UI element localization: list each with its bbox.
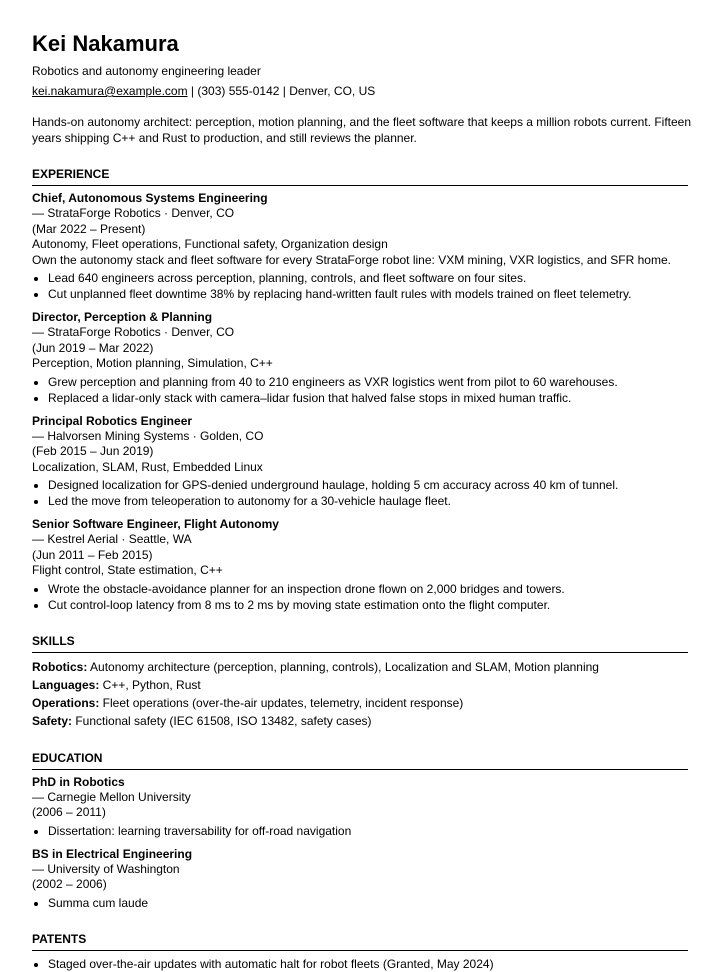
degree: PhD in Robotics [32,774,125,789]
degree: BS in Electrical Engineering [32,846,193,861]
skill-label: Languages: [32,677,100,692]
skill-label: Robotics: [32,659,88,674]
education-dates: (2002 – 2006) [32,877,107,891]
job-title: Chief, Autonomous Systems Engineering [32,191,268,205]
job-dates: (Jun 2011 – Feb 2015) [32,547,153,562]
job-title: Director, Perception & Planning [32,310,213,324]
headline: Robotics and autonomy engineering leader [32,64,261,78]
job-tags: Localization, SLAM, Rust, Embedded Linux [32,459,263,474]
job-tags: Perception, Motion planning, Simulation, C++ [32,356,273,370]
bullet-item: • Dissertation: learning traversability for off-road navigation [48,823,704,839]
patents-list [32,956,704,972]
experience-entry [32,191,704,302]
job-dates: (Feb 2015 – Jun 2019) [32,444,154,458]
job-org: — Kestrel Aerial · Seattle, WA [32,532,192,546]
education-entry [32,847,704,911]
education-dates: (2006 – 2011) [32,805,106,819]
skill-row [32,658,704,676]
job-dates: (Jun 2019 – Mar 2022) [32,340,154,355]
job-title: Principal Robotics Engineer [32,413,193,428]
skill-value: Fleet operations (over-the-air updates, telemetry, incident response) [99,695,464,710]
contact-line [32,83,704,100]
resume-header [32,30,704,100]
skill-label: Safety: [32,713,73,728]
skill-value: Functional safety (IEC 61508, ISO 13482, safety cases) [72,713,372,728]
contact-details: | (303) 555-0142 | Denver, CO, US [187,84,376,98]
bullet-item: • Summa cum laude [48,895,704,911]
bullet-item: • Grew perception and planning from 40 to 210 engineers as VXR logistics went from pilot to 60 warehouses. [48,374,704,390]
bullet-item: • Cut control-loop latency from 8 ms to 2 ms by moving state estimation onto the flight computer. [48,597,704,613]
bullet-item: • Wrote the obstacle-avoidance planner for an inspection drone flown on 2,000 bridges and towers. [48,581,704,597]
job-dates: (Mar 2022 – Present) [32,221,146,236]
bullet-item: • Led the move from teleoperation to autonomy for a 30-vehicle haulage fleet. [48,493,704,509]
patent-item: • Staged over-the-air updates with automatic halt for robot fleets (Granted, May 2024) [48,956,704,972]
job-title: Senior Software Engineer, Flight Autonomy [32,517,279,531]
job-bullets [32,270,704,302]
skill-value: C++, Python, Rust [99,677,201,692]
experience-entry [32,310,704,406]
skill-row [32,712,704,730]
patents-heading: PATENTS [32,931,688,951]
email-link[interactable]: kei.nakamura@example.com [32,84,188,98]
job-org: — Halvorsen Mining Systems · Golden, CO [32,428,264,443]
bullet-item: • Designed localization for GPS-denied underground haulage, holding 5 cm accuracy across 40 km of tunnel. [48,477,704,493]
experience-heading: EXPERIENCE [32,166,688,186]
job-org: — StrataForge Robotics · Denver, CO [32,206,235,220]
education-heading: EDUCATION [32,750,688,770]
education-entry [32,775,704,839]
job-org: — StrataForge Robotics · Denver, CO [32,325,235,339]
education-bullets [32,895,704,911]
bullet-item: • Cut unplanned fleet downtime 38% by replacing hand-written fault rules with models trained on fleet telemetry. [48,286,704,302]
experience-entry [32,517,704,613]
skill-label: Operations: [32,695,100,710]
skills-heading: SKILLS [32,633,688,653]
candidate-name: Kei Nakamura [32,31,179,56]
school: — Carnegie Mellon University [32,789,191,804]
skill-row [32,676,704,694]
job-bullets [32,477,704,509]
job-bullets [32,374,704,406]
job-tags: Autonomy, Fleet operations, Functional safety, Organization design [32,237,388,251]
job-description: Own the autonomy stack and fleet software for every StrataForge robot line: VXM mining, VXR logistics, and SFR home. [32,252,671,267]
experience-entry [32,414,704,510]
bullet-item: • Lead 640 engineers across perception, planning, controls, and fleet software on four sites. [48,270,704,286]
education-bullets [32,823,704,839]
summary: Hands-on autonomy architect: perception, motion planning, and the fleet software that keeps a million robots current. Fifteen years shipping C++ and Rust to production, and still reviews the planner. [32,115,692,145]
school: — University of Washington [32,861,180,876]
skill-row [32,694,704,712]
job-bullets [32,581,704,613]
job-tags: Flight control, State estimation, C++ [32,563,223,577]
bullet-item: • Replaced a lidar-only stack with camera–lidar fusion that halved false stops in mixed human traffic. [48,390,704,406]
skill-value: Autonomy architecture (perception, planning, controls), Localization and SLAM, Motion planning [87,659,599,674]
skills-list [32,658,704,730]
